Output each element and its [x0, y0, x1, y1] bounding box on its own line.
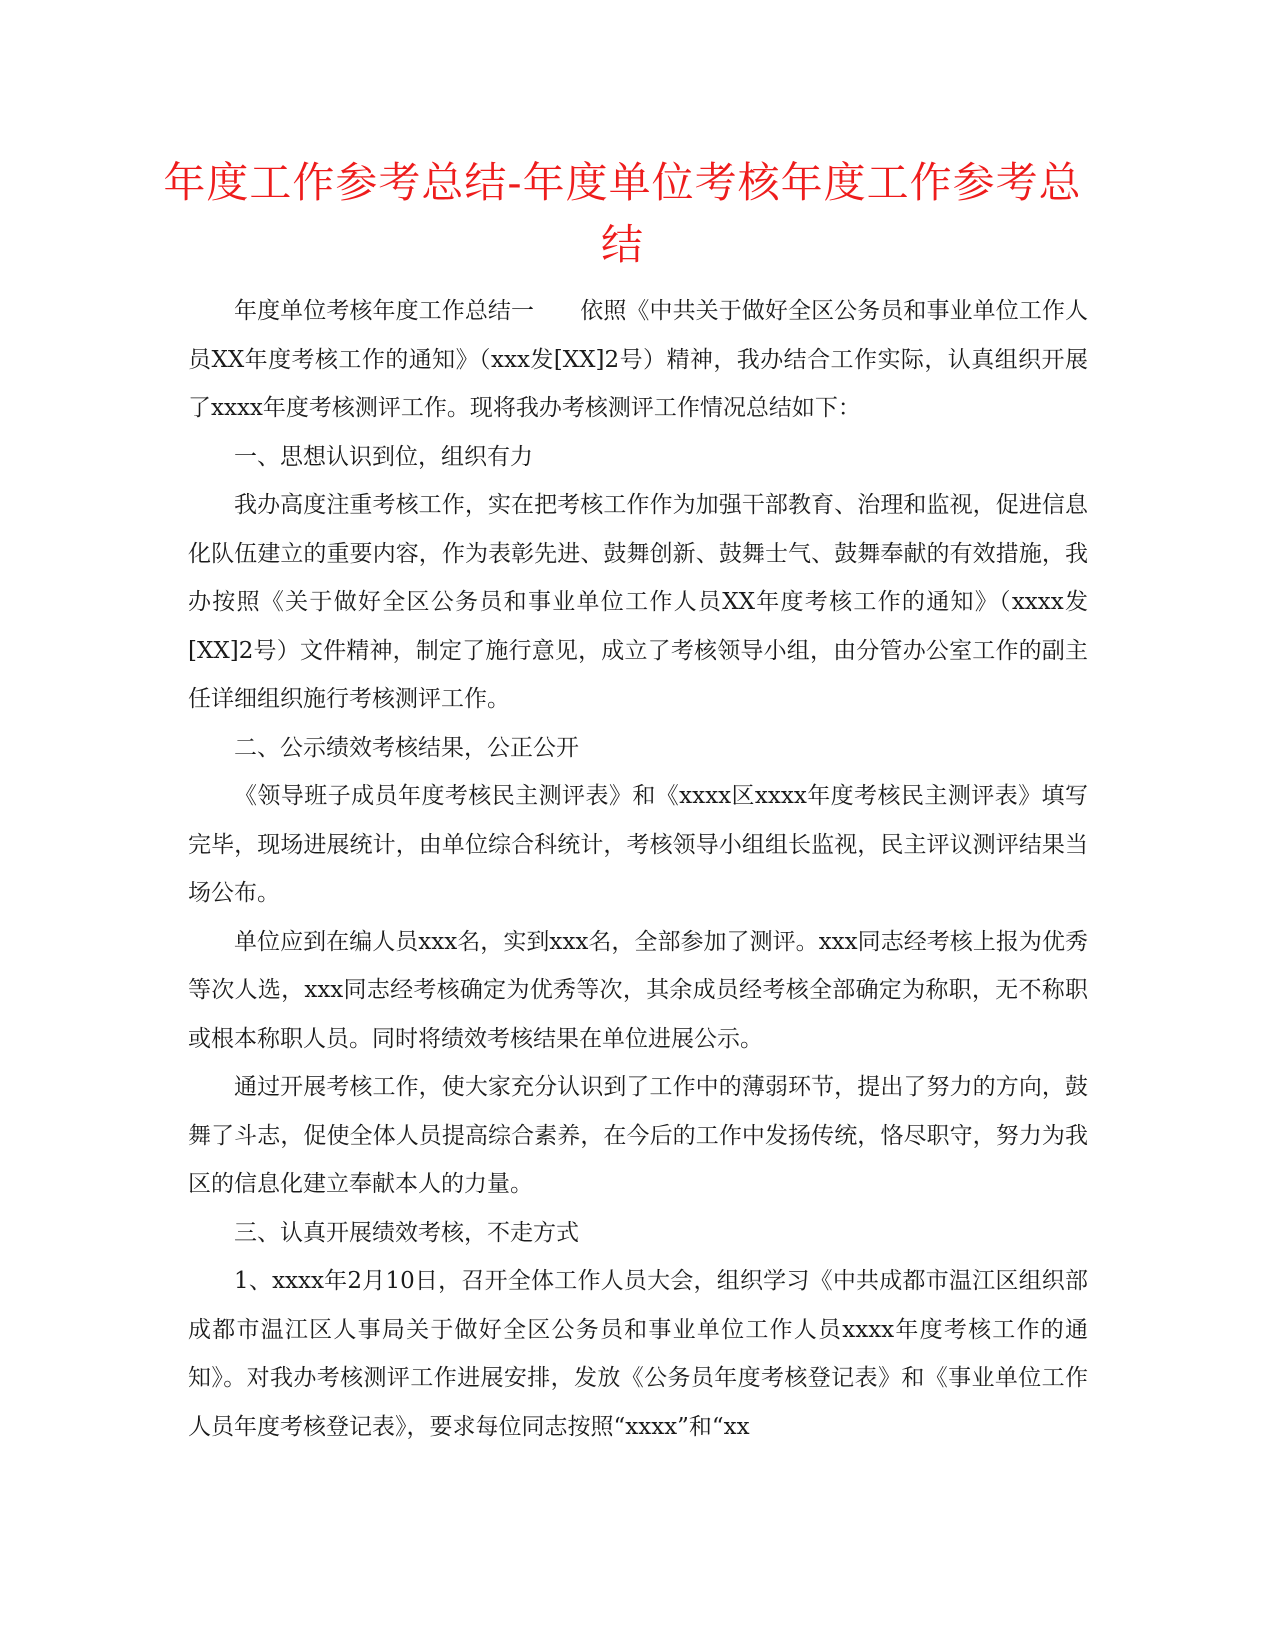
section-heading-1: 一、思想认识到位，组织有力 — [234, 443, 533, 470]
paragraph-section-2b: 单位应到在编人员xxx名，实到xxx名，全部参加了测评。xxx同志经考核上报为优秀等次人选，xxx同志经考核确定为优秀等次，其余成员经考核全部确定为称职，无不称职或根本称职人员。同时将绩效考核结果在单位进展公示。 — [188, 928, 1088, 1052]
paragraph-section-2a: 《领导班子成员年度考核民主测评表》和《xxxx区xxxx年度考核民主测评表》填写完毕，现场进展统计，由单位综合科统计，考核领导小组组长监视，民主评议测评结果当场公布。 — [188, 783, 1088, 906]
document-title: 年度工作参考总结-年度单位考核年度工作参考总结 — [163, 158, 1082, 269]
section-heading-2: 二、公示绩效考核结果，公正公开 — [234, 734, 579, 761]
section-heading-3: 三、认真开展绩效考核，不走方式 — [234, 1219, 579, 1246]
paragraph-section-2c: 通过开展考核工作，使大家充分认识到了工作中的薄弱环节，提出了努力的方向，鼓舞了斗志，促使全体人员提高综合素养，在今后的工作中发扬传统，恪尽职守，努力为我区的信息化建立奉献本人的力量。 — [188, 1074, 1088, 1197]
paragraph-section-1: 我办高度注重考核工作，实在把考核工作作为加强干部教育、治理和监视，促进信息化队伍建立的重要内容，作为表彰先进、鼓舞创新、鼓舞士气、鼓舞奉献的有效措施，我办按照《关于做好全区公务员和事业单位工作人员XX年度考核工作的通知》（xxxx发[XX]2号）文件精神，制定了施行意见，成立了考核领导小组，由分管办公室工作的副主任详细组织施行考核测评工作。 — [188, 492, 1088, 712]
paragraph-intro: 年度单位考核年度工作总结一 依照《中共关于做好全区公务员和事业单位工作人员XX年度考核工作的通知》（xxx发[XX]2号）精神，我办结合工作实际，认真组织开展了xxxx年度考核测评工作。现将我办考核测评工作情况总结如下： — [188, 298, 1088, 421]
paragraph-section-3a: 1、xxxx年2月10日，召开全体工作人员大会，组织学习《中共成都市温江区组织部成都市温江区人事局关于做好全区公务员和事业单位工作人员xxxx年度考核工作的通知》。对我办考核测评工作进展安排，发放《公务员年度考核登记表》和《事业单位工作人员年度考核登记表》，要求每位同志按照“xxxx”和“xx — [188, 1268, 1088, 1440]
document-body — [188, 287, 1088, 1451]
